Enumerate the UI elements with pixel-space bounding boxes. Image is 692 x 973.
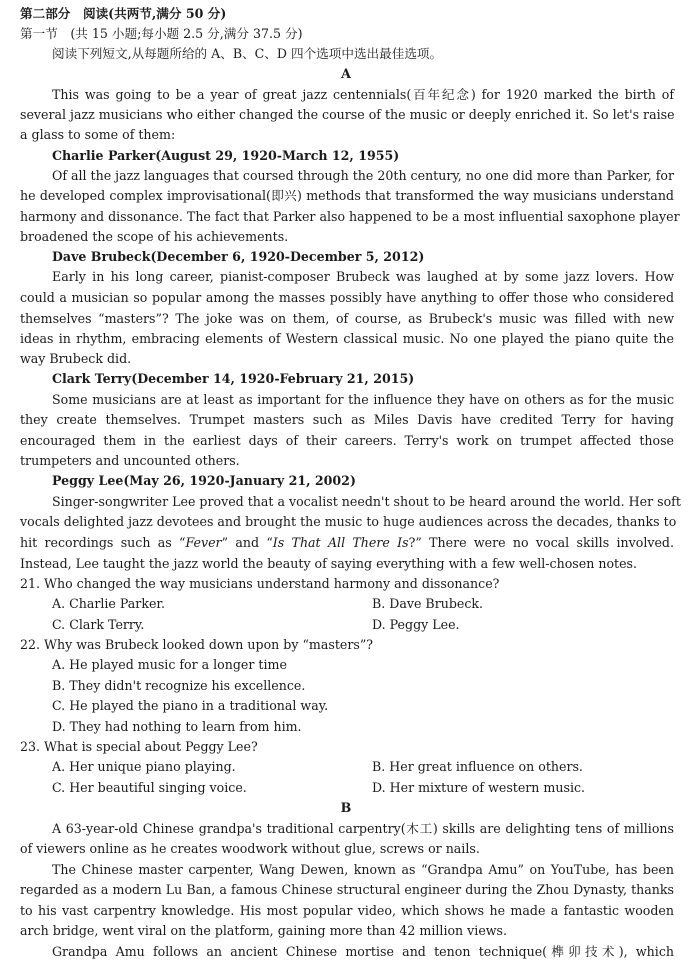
passage-line: could a musician so popular among the masses possibly have anything to offer those who considered bbox=[20, 290, 674, 305]
passage-a-label: A bbox=[341, 66, 351, 81]
question-stem-21: 21. Who changed the way musicians understand harmony and dissonance? bbox=[20, 576, 500, 591]
option-23d[interactable]: D. Her mixture of western music. bbox=[372, 780, 586, 795]
passage-line: Instead, Lee taught the jazz world the beauty of saying everything with a few well-chosen notes. bbox=[20, 556, 638, 571]
option-21d[interactable]: D. Peggy Lee. bbox=[372, 617, 460, 632]
song-title: Is That All There Is bbox=[272, 535, 409, 550]
option-22d[interactable]: D. They had nothing to learn from him. bbox=[52, 719, 302, 734]
passage-line: they create themselves. Trumpet masters such as Miles Davis have credited Terry for having bbox=[20, 412, 674, 427]
passage-line: several jazz musicians who either changed the course of the music or deeply enriched it. So let's raise bbox=[20, 107, 675, 122]
section-heading-brubeck: Dave Brubeck(December 6, 1920-December 5, 2012) bbox=[52, 249, 425, 264]
option-22c[interactable]: C. He played the piano in a traditional way. bbox=[52, 698, 329, 713]
option-21b[interactable]: B. Dave Brubeck. bbox=[372, 596, 484, 611]
option-21c[interactable]: C. Clark Terry. bbox=[52, 617, 145, 632]
instruction: 阅读下列短文,从每题所给的 A、B、C、D 四个选项中选出最佳选项。 bbox=[52, 46, 443, 61]
passage-line: Singer-songwriter Lee proved that a vocalist needn't shout to be heard around the world. Her soft bbox=[52, 494, 681, 509]
option-21a[interactable]: A. Charlie Parker. bbox=[52, 596, 166, 611]
passage-line: Some musicians are at least as important for the influence they have on others as for the music bbox=[52, 392, 674, 407]
passage-line: Grandpa Amu follows an ancient Chinese mortise and tenon technique(榫卯技术), which bbox=[52, 944, 674, 959]
passage-line: regarded as a modern Lu Ban, a famous Chinese structural engineer during the Zhou Dynasty, thanks bbox=[20, 882, 674, 897]
section-heading-terry: Clark Terry(December 14, 1920-February 21, 2015) bbox=[52, 371, 415, 386]
option-23c[interactable]: C. Her beautiful singing voice. bbox=[52, 780, 247, 795]
passage-line: arch bridge, went viral on the platform, gaining more than 42 million views. bbox=[20, 923, 508, 938]
option-23b[interactable]: B. Her great influence on others. bbox=[372, 759, 583, 774]
part-title: 第二部分 阅读(共两节,满分 50 分) bbox=[20, 6, 227, 21]
passage-line: he developed complex improvisational(即兴) methods that transformed the way musicians understand bbox=[20, 188, 674, 203]
passage-line: way Brubeck did. bbox=[20, 351, 132, 366]
song-title: Fever bbox=[185, 535, 222, 550]
section-heading-parker: Charlie Parker(August 29, 1920-March 12, 1955) bbox=[52, 148, 400, 163]
passage-line: The Chinese master carpenter, Wang Dewen, known as “Grandpa Amu” on YouTube, has been bbox=[52, 862, 674, 877]
question-stem-22: 22. Why was Brubeck looked down upon by “masters”? bbox=[20, 637, 374, 652]
passage-line: Of all the jazz languages that coursed through the 20th century, no one did more than Parker, for bbox=[52, 168, 675, 183]
passage-line: Early in his long career, pianist-composer Brubeck was laughed at by some jazz lovers. How bbox=[52, 269, 674, 284]
section-title: 第一节 (共 15 小题;每小题 2.5 分,满分 37.5 分) bbox=[20, 26, 303, 41]
section-heading-lee: Peggy Lee(May 26, 1920-January 21, 2002) bbox=[52, 473, 356, 488]
passage-line: vocals delighted jazz devotees and brought the music to huge audiences across the decades, thanks to bbox=[20, 514, 677, 529]
passage-line: of viewers online as he creates woodwork without glue, screws or nails. bbox=[20, 841, 480, 856]
passage-line-songs: hit recordings such as “Fever” and “Is That All There Is?” There were no vocal skills involved. bbox=[20, 535, 674, 550]
option-23a[interactable]: A. Her unique piano playing. bbox=[52, 759, 236, 774]
passage-line: trumpeters and uncounted others. bbox=[20, 453, 240, 468]
option-22b[interactable]: B. They didn't recognize his excellence. bbox=[52, 678, 306, 693]
passage-line: to his vast carpentry knowledge. His most popular video, which shows he made a fantastic wooden bbox=[20, 903, 674, 918]
passage-line: a glass to some of them: bbox=[20, 127, 176, 142]
passage-line: broadened the scope of his achievements. bbox=[20, 229, 289, 244]
passage-line: themselves “masters”? The joke was on them, of course, as Brubeck's music was filled with new bbox=[20, 311, 674, 326]
passage-line: A 63-year-old Chinese grandpa's traditional carpentry(木工) skills are delighting tens of millions bbox=[52, 821, 674, 836]
passage-line: harmony and dissonance. The fact that Parker also happened to be a most influential saxophone player bbox=[20, 209, 680, 224]
passage-line: This was going to be a year of great jazz centennials(百年纪念) for 1920 marked the birth of bbox=[52, 87, 674, 102]
passage-line: ideas in rhythm, embracing elements of Western classical music. No one played the piano quite the bbox=[20, 331, 674, 346]
question-stem-23: 23. What is special about Peggy Lee? bbox=[20, 739, 258, 754]
passage-line: encouraged them in the earliest days of their careers. Terry's work on trumpet affected those bbox=[20, 433, 674, 448]
option-22a[interactable]: A. He played music for a longer time bbox=[52, 657, 287, 672]
passage-b-label: B bbox=[340, 800, 352, 815]
